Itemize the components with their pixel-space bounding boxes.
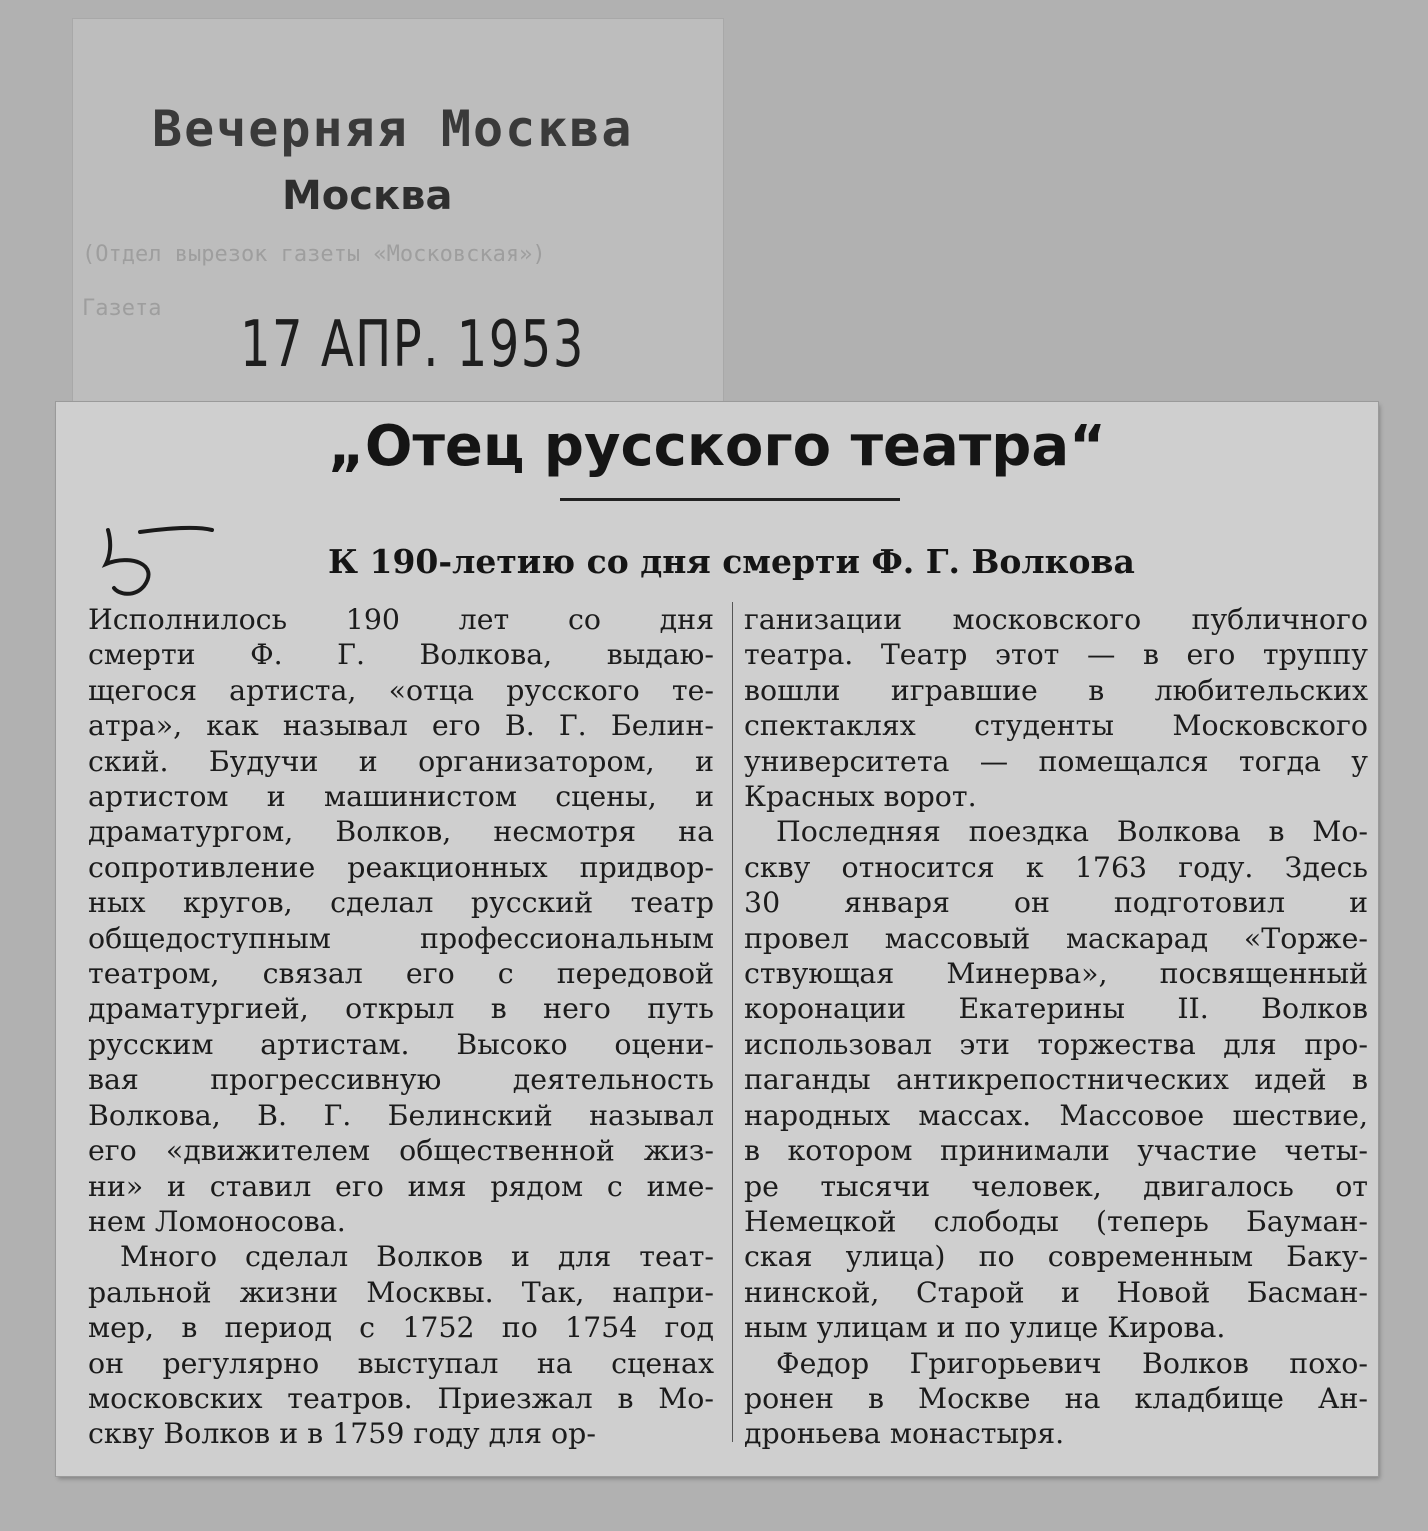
article-line: использовал эти торжества для про- <box>744 1027 1368 1061</box>
article-line: Последняя поездка Волкова в Мо- <box>776 815 1368 849</box>
handwritten-mark-icon <box>100 524 220 604</box>
article-line: Красных ворот. <box>744 780 977 814</box>
article-line: паганды антикрепостнических идей в <box>744 1063 1368 1097</box>
article-line: московских театров. Приезжал в Мо- <box>88 1381 714 1415</box>
article-line: театром, связал его с передовой <box>88 957 714 991</box>
article-line: ре тысячи человек, двигалось от <box>744 1169 1368 1203</box>
article-line: смерти Ф. Г. Волкова, выдаю- <box>88 638 714 672</box>
article-line: университета — помещался тогда у <box>744 744 1368 778</box>
article-line: ральной жизни Москвы. Так, напри- <box>88 1275 714 1309</box>
article-line: нинской, Старой и Новой Басман- <box>744 1275 1368 1309</box>
article-line: Исполнилось 190 лет со дня <box>88 603 714 636</box>
headline-rule <box>560 498 900 501</box>
article-left-column <box>88 602 714 1452</box>
article-line: Федор Григорьевич Волков похо- <box>776 1346 1368 1380</box>
column-divider <box>732 602 733 1442</box>
article-line: ский. Будучи и организатором, и <box>88 744 714 778</box>
article-line: драматургом, Волков, несмотря на <box>88 815 714 849</box>
article-line: провел массовый маскарад «Торже- <box>744 921 1368 955</box>
stamp-city: Москва <box>282 173 453 219</box>
article-line: коронации Екатерины II. Волков <box>744 992 1368 1026</box>
article-subheadline: К 190-летию со дня смерти Ф. Г. Волкова <box>328 542 1135 581</box>
article-right-column <box>744 602 1368 1452</box>
stamp-date: 17 АПР. 1953 <box>240 308 585 382</box>
article-line: вая прогрессивную деятельность <box>88 1063 714 1097</box>
article-line: в котором принимали участие четы- <box>744 1134 1368 1168</box>
article-line: общедоступным профессиональным <box>88 921 714 955</box>
article-line: ным улицам и по улице Кирова. <box>744 1311 1226 1345</box>
article-line: Волкова, В. Г. Белинский называл <box>88 1098 714 1132</box>
article-line: мер, в период с 1752 по 1754 год <box>88 1311 714 1345</box>
article-line: ронен в Москве на кладбище Ан- <box>744 1381 1368 1415</box>
stamp-newspaper-name: Вечерняя Москва <box>152 100 634 158</box>
article-line: 30 января он подготовил и <box>744 886 1368 920</box>
archive-stamp <box>72 18 724 408</box>
article-line: народных массах. Массовое шествие, <box>744 1098 1368 1132</box>
stamp-faint-line-2: Газета <box>82 296 162 321</box>
article-line: сопротивление реакционных придвор- <box>88 850 714 884</box>
article-line: ская улица) по современным Баку- <box>744 1240 1368 1274</box>
article-line: ствующая Минерва», посвященный <box>744 957 1368 991</box>
article-headline: „Отец русского театра“ <box>328 414 1106 479</box>
article-line: вошли игравшие в любительских <box>744 673 1368 707</box>
article-line: спектаклях студенты Московского <box>744 709 1368 743</box>
article-line: нем Ломоносова. <box>88 1204 346 1238</box>
article-line: ни» и ставил его имя рядом с име- <box>88 1169 714 1203</box>
article-line: Немецкой слободы (теперь Бауман- <box>744 1204 1368 1238</box>
article-line: дроньева монастыря. <box>744 1417 1065 1451</box>
article-line: скву относится к 1763 году. Здесь <box>744 850 1368 884</box>
article-line: его «движителем общественной жиз- <box>88 1134 714 1168</box>
article-line: ных кругов, сделал русский театр <box>88 886 714 920</box>
article-line: Много сделал Волков и для теат- <box>120 1240 714 1274</box>
article-line: драматургией, открыл в него путь <box>88 992 714 1026</box>
article-line: русским артистам. Высоко оцени- <box>88 1027 714 1061</box>
article-line: щегося артиста, «отца русского те- <box>88 673 714 707</box>
article-line: театра. Театр этот — в его труппу <box>744 638 1368 672</box>
article-line: он регулярно выступал на сценах <box>88 1346 714 1380</box>
article-line: ганизации московского публичного <box>744 603 1368 636</box>
article-line: атра», как называл его В. Г. Белин- <box>88 709 714 743</box>
article-line: скву Волков и в 1759 году для ор- <box>88 1417 596 1451</box>
stamp-faint-line: (Отдел вырезок газеты «Московская») <box>82 242 546 267</box>
article-line: артистом и машинистом сцены, и <box>88 780 714 814</box>
newspaper-clipping <box>56 402 1378 1476</box>
